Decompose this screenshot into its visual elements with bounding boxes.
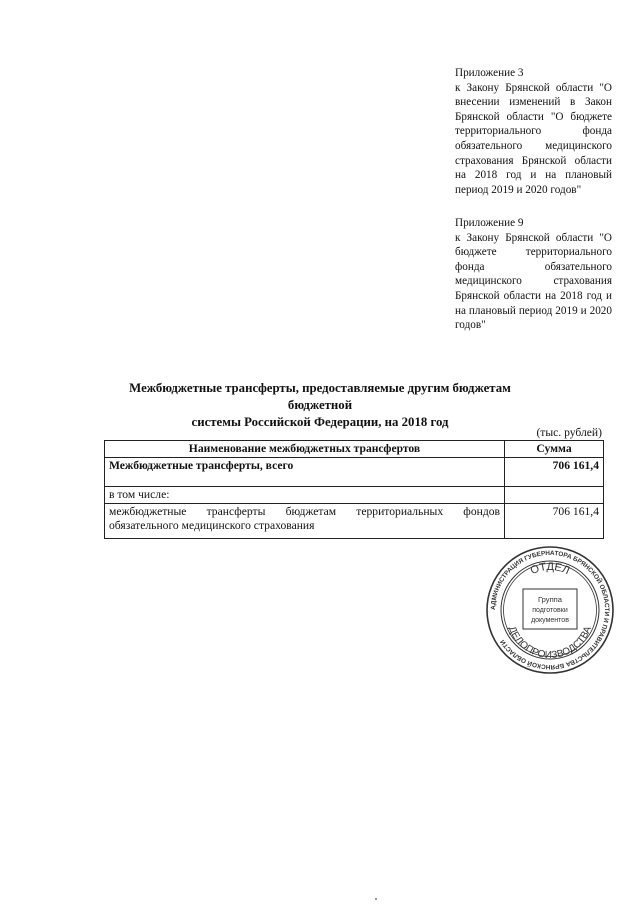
- stamp-center-line-3: документов: [531, 617, 569, 624]
- scan-speck: [375, 898, 377, 900]
- table-header-row: [105, 441, 604, 458]
- units-label: (тыс. рублей): [536, 426, 602, 439]
- row-sum: [505, 487, 604, 504]
- title-line-1: Межбюджетные трансферты, предоставляемые другим бюджетам бюджетной: [129, 381, 511, 412]
- document-title: [100, 380, 540, 431]
- appendix-9: [455, 216, 612, 333]
- table-row: [105, 487, 604, 504]
- table-row: [105, 458, 604, 487]
- table-row: [105, 504, 604, 539]
- row-sum: 706 161,4: [505, 458, 604, 487]
- header-sum: Сумма: [505, 441, 604, 458]
- stamp-top-word: ОТДЕЛ: [528, 560, 572, 578]
- appendix-3: [455, 66, 612, 197]
- official-stamp: [485, 545, 615, 675]
- header-name: Наименование межбюджетных трансфертов: [105, 441, 505, 458]
- appendix-9-text: к Закону Брянской области "О бюджете территориального фонда обязательного медицинского страхования Брянской области на 2018 год и на плановый период 2019 и 2020 годов": [455, 231, 612, 332]
- row-name: межбюджетные трансферты бюджетам территориальных фондов обязательного медицинского страхования: [105, 504, 505, 539]
- row-sum: 706 161,4: [505, 504, 604, 539]
- stamp-outer-text: АДМИНИСТРАЦИЯ ГУБЕРНАТОРА БРЯНСКОЙ ОБЛАСТИ И ПРАВИТЕЛЬСТВА БРЯНСКОЙ ОБЛАСТИ: [489, 549, 611, 671]
- stamp-center-line-2: подготовки: [532, 607, 568, 614]
- appendix-3-text: к Закону Брянской области "О внесении изменений в Закон Брянской области "О бюджете территориального фонда обязательного медицинского страхования Брянской области на 2018 год и на плановый период 2019 и 2020 годов": [455, 81, 612, 196]
- row-name: в том числе:: [105, 487, 505, 504]
- appendix-3-heading: Приложение 3: [455, 67, 524, 79]
- stamp-bottom-word: ДЕЛОПРОИЗВОДСТВА: [506, 624, 594, 662]
- transfers-table: [104, 440, 604, 539]
- appendix-9-heading: Приложение 9: [455, 217, 524, 229]
- stamp-center-line-1: Группа: [537, 595, 563, 604]
- title-line-2: системы Российской Федерации, на 2018 год: [191, 415, 449, 429]
- row-name: Межбюджетные трансферты, всего: [105, 458, 505, 487]
